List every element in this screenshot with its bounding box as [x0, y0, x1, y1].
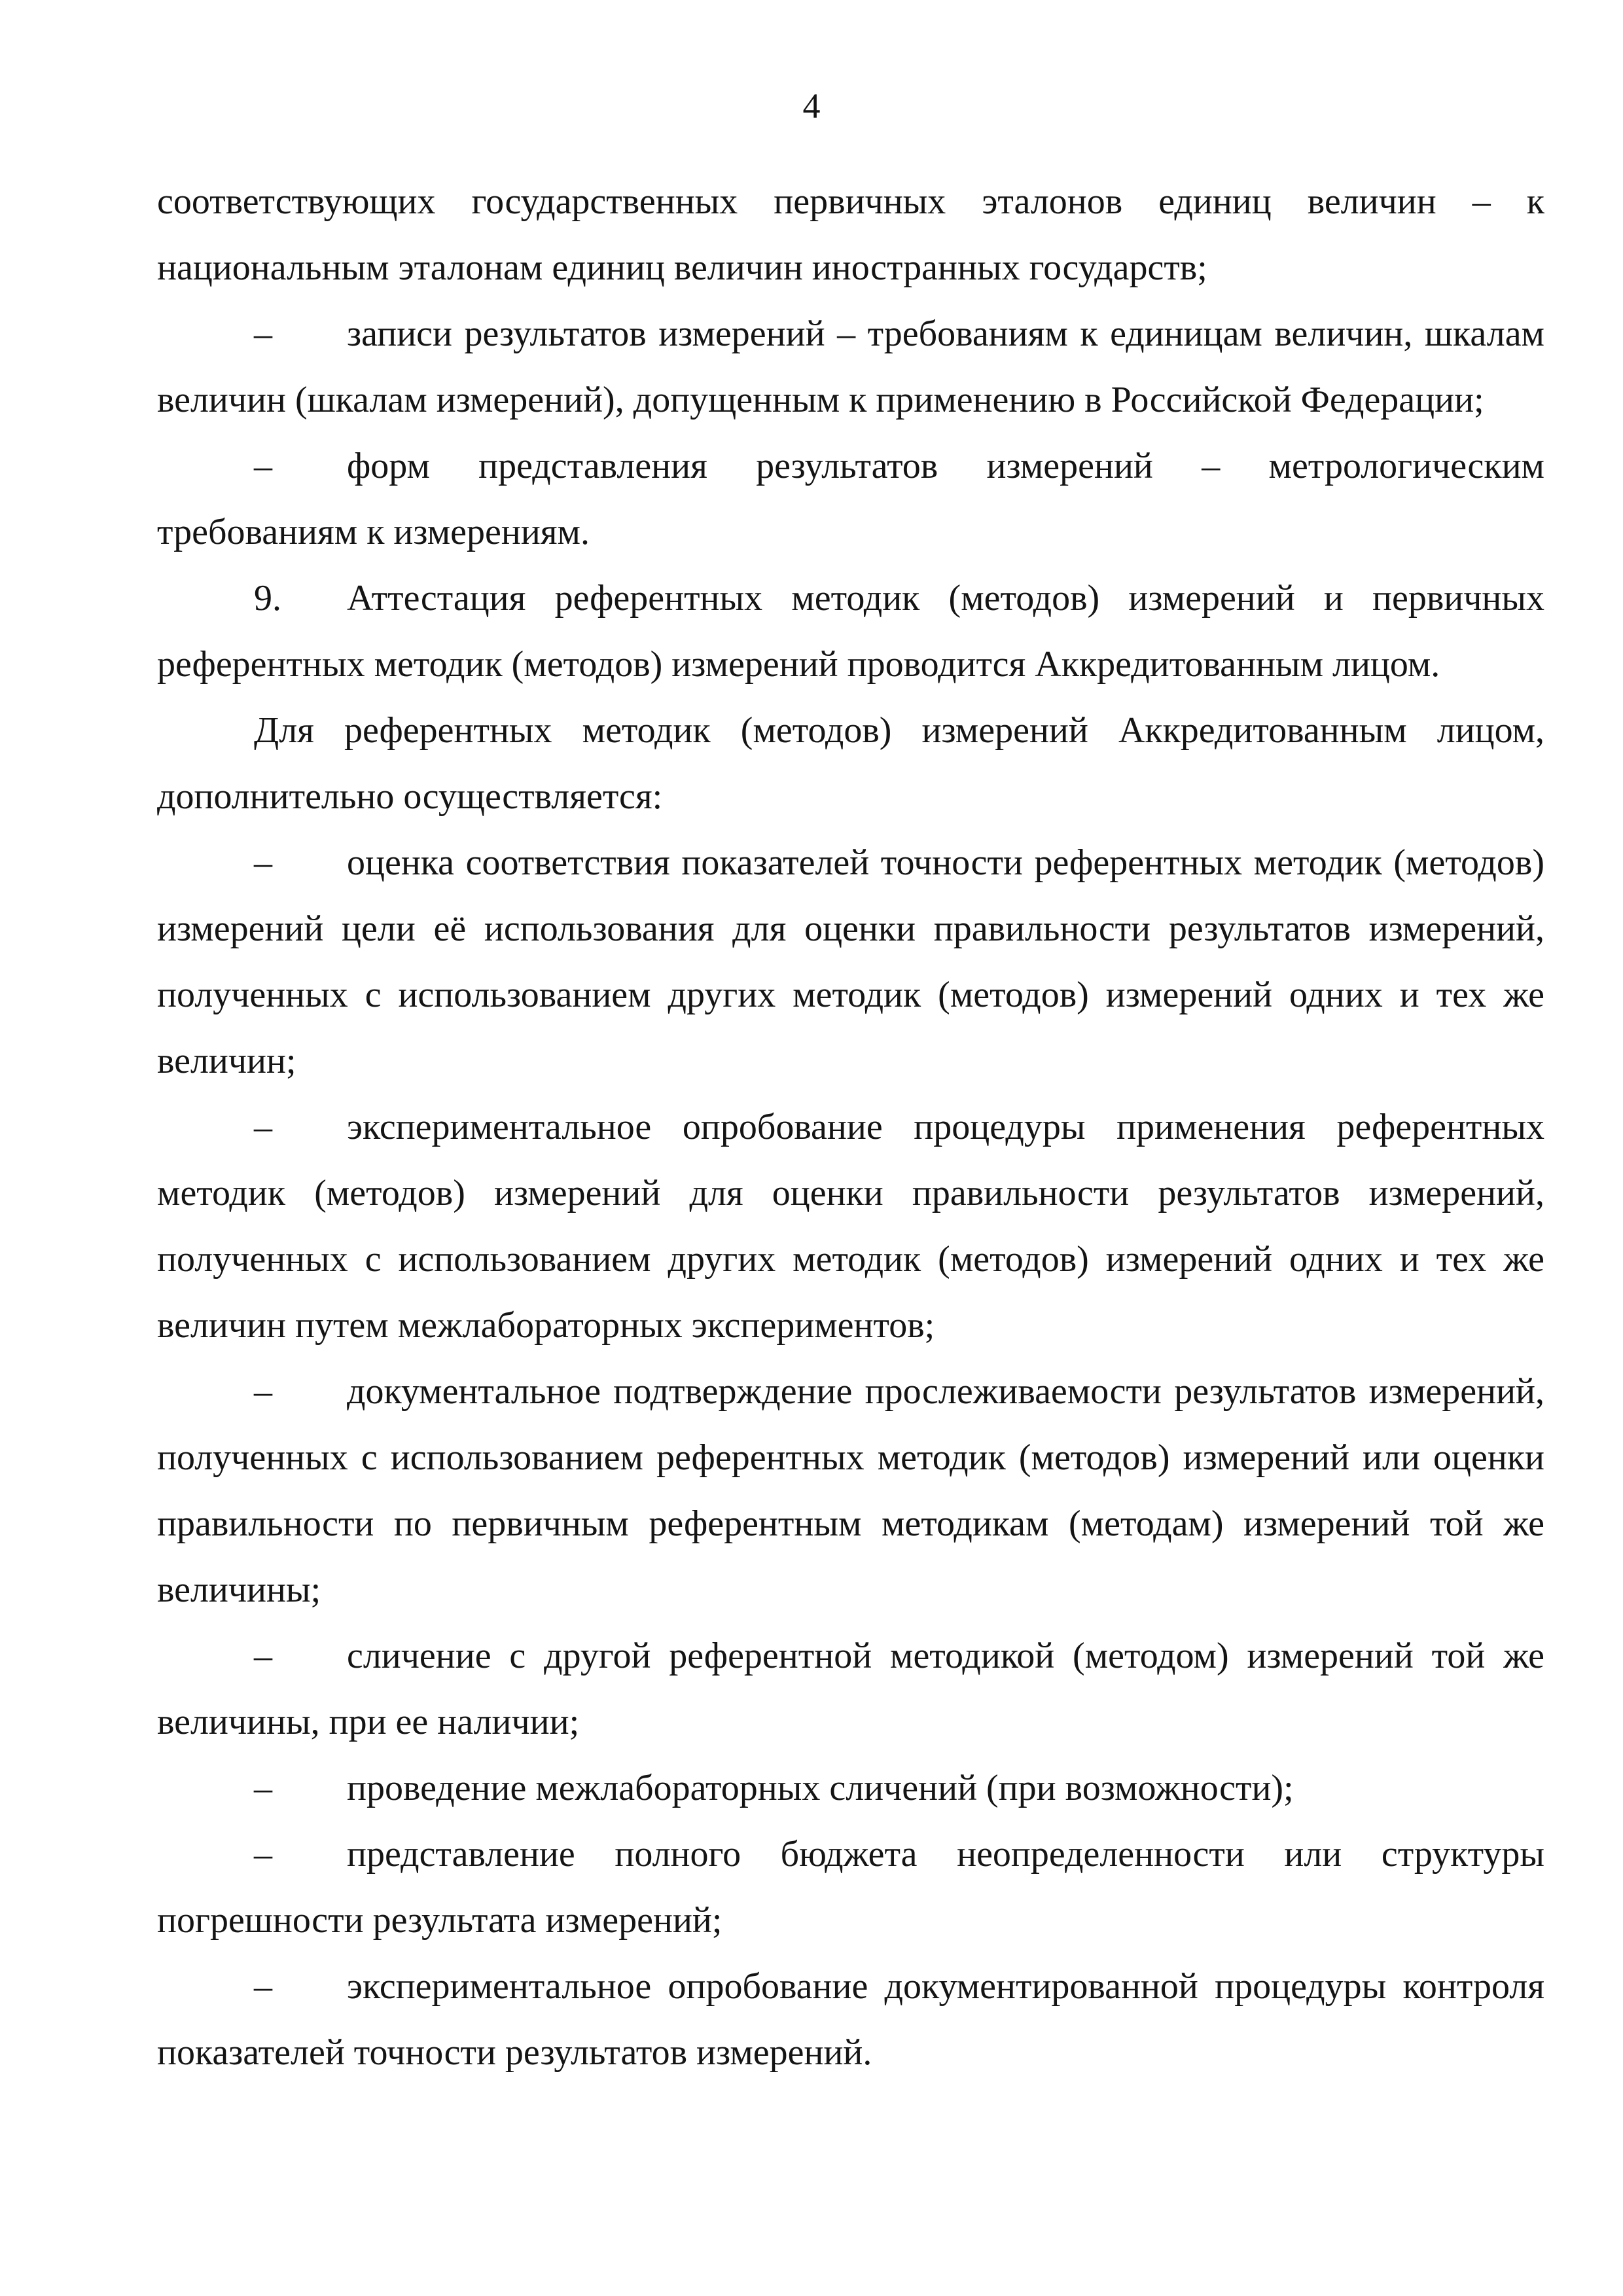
paragraph-text: Аттестация референтных методик (методов) измерений и первичных референтных методик (методов) измерений проводится Аккредитованным лицом. [157, 578, 1544, 685]
list-item [157, 301, 1544, 433]
list-item-text: документальное подтверждение прослеживаемости результатов измерений, полученных с использованием референтных методик (методов) измерений или оценки правильности по первичным референтным методикам (методам) измерений той же величины; [157, 1371, 1544, 1610]
dash-marker: – [254, 842, 272, 883]
dash-marker: – [254, 1371, 272, 1412]
list-item [157, 1755, 1544, 1821]
list-item [157, 1359, 1544, 1623]
list-item [157, 830, 1544, 1094]
document-body [157, 169, 1544, 2086]
list-item-text: записи результатов измерений – требованиям к единицам величин, шкалам величин (шкалам измерений), допущенным к применению в Российской Федерации; [157, 314, 1544, 420]
dash-marker: – [254, 1966, 272, 2007]
list-item [157, 1821, 1544, 1954]
list-item [157, 1623, 1544, 1755]
paragraph-continuation [157, 169, 1544, 301]
list-item [157, 433, 1544, 565]
paragraph-text: соответствующих государственных первичных эталонов единиц величин – к национальным эталонам единиц величин иностранных государств; [157, 181, 1544, 288]
list-item [157, 1954, 1544, 2086]
list-item-text: сличение с другой референтной методикой (методом) измерений той же величины, при ее наличии; [157, 1636, 1544, 1742]
list-item-text: оценка соответствия показателей точности референтных методик (методов) измерений цели её использования для оценки правильности результатов измерений, полученных с использованием других методик (методов) измерений одних и тех же величин; [157, 842, 1544, 1081]
list-item-text: форм представления результатов измерений – метрологическим требованиям к измерениям. [157, 446, 1544, 552]
dash-marker: – [254, 1636, 272, 1676]
dash-marker: – [254, 314, 272, 354]
paragraph [157, 698, 1544, 830]
list-item-text: экспериментальное опробование процедуры применения референтных методик (методов) измерений для оценки правильности результатов измерений, полученных с использованием других методик (методов) измерений одних и тех же величин путем межлабораторных экспериментов; [157, 1107, 1544, 1346]
page-number: 4 [802, 86, 821, 126]
paragraph-number: 9. [254, 578, 281, 619]
list-item-text: экспериментальное опробование документированной процедуры контроля показателей точности результатов измерений. [157, 1966, 1544, 2073]
paragraph-text: Для референтных методик (методов) измерений Аккредитованным лицом, дополнительно осуществляется: [157, 710, 1544, 817]
dash-marker: – [254, 1107, 272, 1147]
list-item [157, 1094, 1544, 1359]
list-item-text: представление полного бюджета неопределенности или структуры погрешности результата измерений; [157, 1834, 1544, 1941]
dash-marker: – [254, 1834, 272, 1874]
numbered-paragraph [157, 565, 1544, 698]
dash-marker: – [254, 1768, 272, 1808]
dash-marker: – [254, 446, 272, 486]
list-item-text: проведение межлабораторных сличений (при возможности); [347, 1768, 1294, 1808]
